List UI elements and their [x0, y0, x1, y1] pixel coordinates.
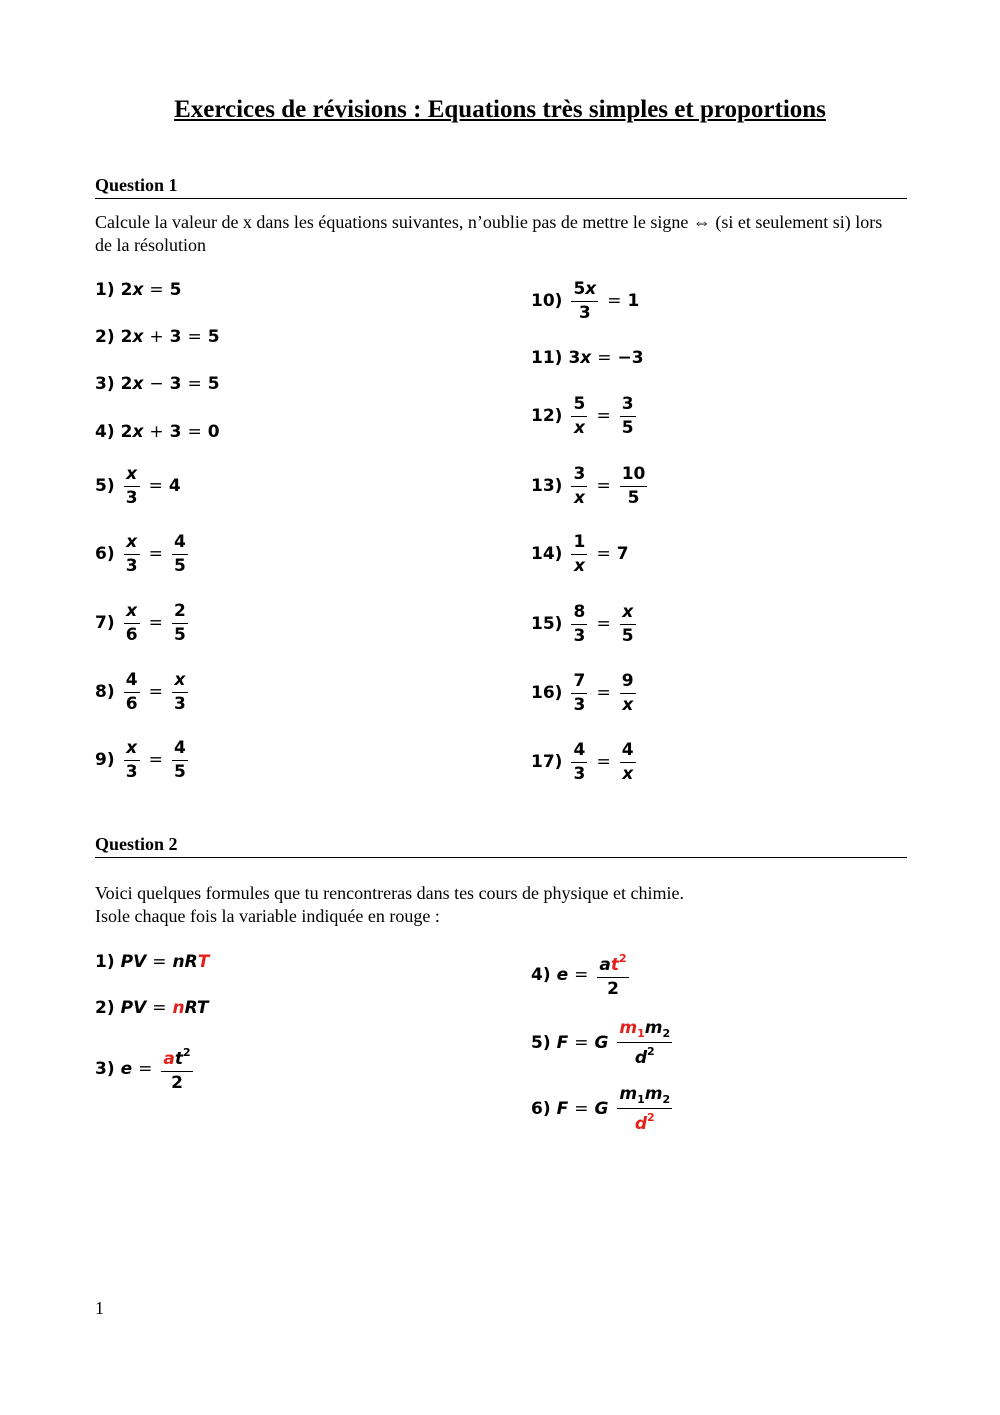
formula-2: 2) PV = n RT: [95, 998, 209, 1018]
equation-12: 12) $\frac{5}{x}$ = $\frac{3}{5}$: [531, 396, 639, 437]
question-2-line-1: Voici quelques formules que tu rencontreras dans tes cours de physique et chimie.: [95, 883, 685, 903]
equation-5: 5) $\frac{x}{3}$ = 4: [95, 464, 181, 508]
question-1-instructions: Calcule la valeur de x dans les équations suivantes, n’oublie pas de mettre le signe ⇔ (si et seulement si) lors de la résolution: [95, 212, 883, 255]
equation-2: 2) 2 x + 3 = 5: [95, 327, 220, 347]
equation-9: 9) $\frac{x}{3}$ = $\frac{4}{5}$: [95, 740, 191, 781]
equation-11: 11) 3 x = −3: [531, 348, 644, 368]
equation-13: 13) $\frac{3}{x}$ = $\frac{10}{5}$: [531, 464, 646, 508]
page-number: 1: [95, 1298, 104, 1318]
equation-3: 3) 2 x − 3 = 5: [95, 374, 220, 394]
question-2-line-2: Isole chaque fois la variable indiquée en rouge :: [95, 906, 440, 926]
equation-15: 15) $\frac{8}{3}$ = $\frac{x}{5}$: [531, 604, 639, 645]
equation-10: 10) $\frac{5x}{3}$ = 1: [531, 279, 640, 323]
formula-5: 5) F = G $\frac{m_1m_2}{d^2}$: [531, 1018, 671, 1068]
equation-8: 8) $\frac{4}{6}$ = $\frac{x}{3}$: [95, 672, 191, 713]
equation-16: 16) $\frac{7}{3}$ = $\frac{9}{x}$: [531, 673, 639, 714]
formula-1: 1) PV = nR T: [95, 952, 210, 972]
formula-4: 4) e = $\frac{at^2}{2}$: [531, 952, 627, 999]
equation-7: 7) $\frac{x}{6}$ = $\frac{2}{5}$: [95, 603, 191, 644]
page-title: Exercices de révisions : Equations très simples et proportions: [174, 96, 826, 123]
equation-1: 1) 2 x = 5: [95, 280, 182, 300]
formula-6: 6) F = G $\frac{m_1m_2}{d^2}$: [531, 1084, 671, 1134]
question-1-heading: Question 1: [95, 175, 907, 199]
equation-6: 6) $\frac{x}{3}$ = $\frac{4}{5}$: [95, 534, 191, 575]
equation-14: 14) $\frac{1}{x}$ = 7: [531, 532, 629, 576]
formula-3: 3) e = $\frac{at^2}{2}$: [95, 1046, 191, 1093]
question-2-heading: Question 2: [95, 834, 907, 858]
equation-17: 17) $\frac{4}{3}$ = $\frac{4}{x}$: [531, 742, 639, 783]
equation-4: 4) 2 x + 3 = 0: [95, 422, 220, 442]
